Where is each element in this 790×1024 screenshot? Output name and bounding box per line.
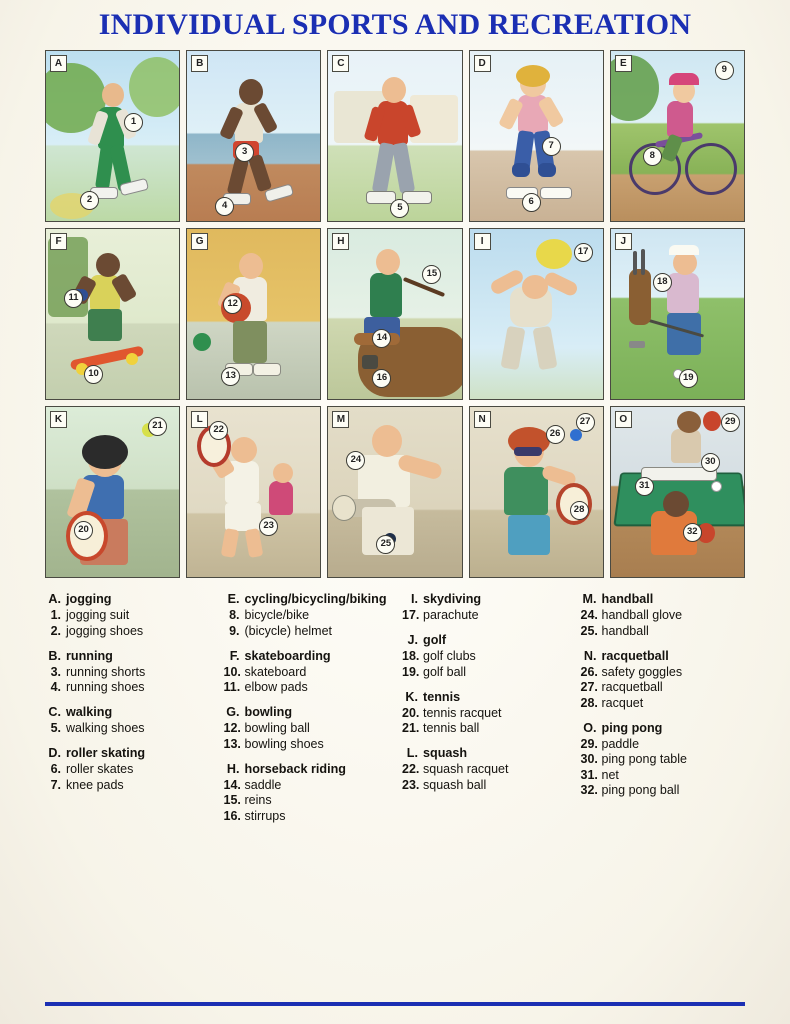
panel-g-bowling[interactable]: [186, 228, 321, 400]
key-item: [45, 665, 210, 679]
item-label: roller skates: [66, 762, 134, 776]
callout-7: 7: [542, 137, 561, 156]
panel-l-squash[interactable]: [186, 406, 321, 578]
skater-hair: [516, 65, 550, 87]
panel-letter: C: [332, 55, 349, 72]
golf-clubs: [633, 251, 637, 275]
callout-13: 13: [221, 367, 240, 386]
item-number: 11.: [223, 680, 241, 694]
item-label: squash racquet: [423, 762, 509, 776]
callout-25: 25: [376, 535, 395, 554]
item-number: 12.: [223, 721, 241, 735]
item-label: squash ball: [423, 777, 487, 792]
panel-letter: A: [50, 55, 67, 72]
golf-cap: [669, 245, 699, 255]
item-number: 27.: [580, 680, 598, 694]
key-group-heading: [224, 705, 389, 719]
key-item: [45, 608, 210, 622]
key-item: [581, 737, 746, 751]
item-number: 9.: [229, 623, 240, 638]
group-letter: F.: [229, 648, 240, 663]
safety-goggles: [514, 447, 542, 456]
panel-a-jogging[interactable]: [45, 50, 180, 222]
key-group-e: [224, 592, 389, 638]
item-number: 14.: [223, 777, 241, 792]
item-number: 6.: [50, 762, 61, 776]
group-letter: I.: [411, 592, 418, 606]
callout-28: 28: [570, 501, 589, 520]
panel-n-racquetball[interactable]: [469, 406, 604, 578]
callout-1: 1: [124, 113, 143, 132]
player-back-head: [677, 411, 701, 433]
group-title: horseback riding: [244, 761, 346, 776]
stirrup: [362, 355, 378, 369]
key-group-k: [402, 690, 567, 736]
item-label: golf clubs: [423, 649, 476, 663]
key-item: [224, 680, 389, 694]
panel-b-running[interactable]: [186, 50, 321, 222]
group-title: jogging: [66, 592, 112, 606]
golf-bag: [629, 269, 651, 325]
key-item: [402, 762, 567, 776]
item-label: running shorts: [66, 664, 146, 679]
group-title: tennis: [423, 689, 461, 704]
panel-letter: H: [332, 233, 349, 250]
callout-12: 12: [223, 295, 242, 314]
callout-21: 21: [148, 417, 167, 436]
key-group-h: [224, 762, 389, 823]
panel-m-handball[interactable]: [327, 406, 462, 578]
illustration-grid: [45, 50, 745, 578]
key-column-1: [45, 592, 210, 834]
callout-22: 22: [209, 421, 228, 440]
key-group-f: [224, 649, 389, 695]
key-group-heading: [581, 649, 746, 663]
key-item: [224, 809, 389, 823]
key-group-heading: [224, 649, 389, 663]
key-group-heading: [45, 649, 210, 663]
item-number: 18.: [402, 649, 420, 663]
key-item: [224, 793, 389, 807]
item-label: handball: [601, 623, 649, 638]
group-title: handball: [601, 592, 654, 606]
key-group-i: [402, 592, 567, 622]
item-number: 28.: [580, 695, 598, 710]
item-number: 5.: [50, 721, 61, 735]
page-title: INDIVIDUAL SPORTS AND RECREATION: [98, 8, 692, 41]
item-number: 31.: [580, 767, 598, 782]
item-number: 17.: [402, 608, 420, 622]
item-label: elbow pads: [244, 680, 308, 694]
item-label: saddle: [244, 777, 282, 792]
item-number: 25.: [580, 623, 598, 638]
item-number: 7.: [50, 777, 61, 792]
key-group-c: [45, 705, 210, 735]
group-letter: G.: [226, 705, 240, 719]
group-title: bowling: [244, 705, 293, 719]
panel-o-ping-pong[interactable]: [610, 406, 745, 578]
group-letter: D.: [48, 746, 61, 760]
item-label: safety goggles: [601, 664, 683, 679]
key-item: [45, 778, 210, 792]
group-title: running: [66, 648, 113, 663]
panel-j-golf[interactable]: [610, 228, 745, 400]
panel-letter: F: [50, 233, 67, 250]
panel-letter: J: [615, 233, 632, 250]
panel-letter: M: [332, 411, 349, 428]
key-group-j: [402, 633, 567, 679]
panel-f-skateboarding[interactable]: [45, 228, 180, 400]
item-number: 22.: [402, 762, 420, 776]
cyclist-torso: [667, 101, 693, 137]
vocabulary-key: [45, 592, 745, 834]
item-label: bicycle/bike: [244, 608, 310, 622]
callout-29: 29: [721, 413, 740, 432]
key-item: [45, 762, 210, 776]
jogger-head: [102, 83, 124, 107]
panel-letter: O: [615, 411, 632, 428]
item-label: bowling ball: [244, 721, 310, 735]
callout-17: 17: [574, 243, 593, 262]
key-item: [224, 721, 389, 735]
skateboarder-head: [96, 253, 120, 277]
item-label: jogging shoes: [66, 623, 144, 638]
group-title: racquetball: [601, 648, 669, 663]
key-group-a: [45, 592, 210, 638]
skateboard-wheel-2: [126, 353, 138, 365]
key-group-heading: [45, 705, 210, 719]
item-number: 26.: [580, 664, 598, 679]
item-number: 21.: [402, 721, 420, 735]
callout-18: 18: [653, 273, 672, 292]
callout-26: 26: [546, 425, 565, 444]
item-label: paddle: [601, 736, 640, 751]
racquetball: [570, 429, 582, 441]
roller-skate-2: [540, 187, 572, 199]
panel-e-cycling[interactable]: [610, 50, 745, 222]
panel-letter: N: [474, 411, 491, 428]
rider-torso: [370, 273, 402, 317]
item-number: 23.: [402, 777, 420, 792]
callout-10: 10: [84, 365, 103, 384]
group-letter: C.: [48, 705, 61, 719]
key-item: [581, 624, 746, 638]
key-item: [581, 608, 746, 622]
key-item: [581, 665, 746, 679]
callout-19: 19: [679, 369, 698, 388]
player-back-torso: [671, 429, 701, 463]
item-number: 3.: [50, 664, 61, 679]
footer-rule: [45, 1002, 745, 1006]
key-group-heading: [402, 690, 567, 704]
callout-6: 6: [522, 193, 541, 212]
key-group-heading: [402, 633, 567, 647]
item-label: parachute: [423, 608, 479, 622]
panel-letter: E: [615, 55, 632, 72]
key-item: [402, 706, 567, 720]
key-column-3: [402, 592, 567, 834]
group-title: walking: [66, 705, 113, 719]
key-item: [402, 608, 567, 622]
group-letter: N.: [583, 648, 597, 663]
group-title: squash: [423, 746, 468, 760]
item-label: running shoes: [66, 680, 145, 694]
bowler-legs: [233, 321, 267, 363]
key-item: [581, 696, 746, 710]
panel-letter: I: [474, 233, 491, 250]
bicycle-helmet: [669, 73, 699, 85]
group-letter: E.: [227, 592, 240, 606]
item-label: handball glove: [601, 608, 683, 622]
key-group-n: [581, 649, 746, 710]
group-letter: K.: [405, 689, 418, 704]
key-group-heading: [45, 592, 210, 606]
key-column-4: [581, 592, 746, 834]
key-column-2: [224, 592, 389, 834]
group-title: ping pong: [601, 720, 663, 735]
key-group-g: [224, 705, 389, 751]
item-number: 19.: [402, 664, 420, 679]
key-group-heading: [224, 762, 389, 776]
group-letter: L.: [406, 746, 418, 760]
key-group-b: [45, 649, 210, 695]
racquetball-player-shorts: [508, 515, 550, 555]
key-item: [402, 665, 567, 679]
parachute: [536, 239, 572, 269]
callout-11: 11: [64, 289, 83, 308]
golf-club-head: [629, 341, 645, 348]
group-title: cycling/bicycling/biking: [244, 592, 387, 606]
key-item: [581, 680, 746, 694]
item-label: stirrups: [244, 808, 286, 823]
item-label: walking shoes: [66, 721, 145, 735]
item-label: jogging suit: [66, 608, 130, 622]
tennis-player-hair: [82, 435, 128, 469]
item-label: racquetball: [601, 680, 663, 694]
knee-pad: [512, 163, 530, 177]
key-item: [45, 721, 210, 735]
item-number: 32.: [580, 783, 598, 797]
racquetball-player-torso: [504, 467, 548, 515]
group-letter: A.: [48, 592, 61, 606]
panel-i-skydiving[interactable]: [469, 228, 604, 400]
group-title: golf: [423, 633, 447, 647]
key-item: [402, 778, 567, 792]
ping-pong-ball: [711, 481, 722, 492]
key-item: [402, 721, 567, 735]
callout-14: 14: [372, 329, 391, 348]
key-item: [224, 608, 389, 622]
squash-player-shorts: [225, 503, 261, 531]
callout-24: 24: [346, 451, 365, 470]
callout-16: 16: [372, 369, 391, 388]
item-number: 29.: [580, 736, 598, 751]
group-letter: H.: [226, 761, 240, 776]
key-group-heading: [402, 592, 567, 606]
key-item: [45, 624, 210, 638]
key-item: [224, 624, 389, 638]
panel-c-walking[interactable]: [327, 50, 462, 222]
callout-8: 8: [643, 147, 662, 166]
group-letter: M.: [582, 592, 597, 606]
key-group-heading: [45, 746, 210, 760]
callout-30: 30: [701, 453, 720, 472]
key-item: [224, 778, 389, 792]
group-title: skydiving: [423, 592, 482, 606]
key-item: [402, 649, 567, 663]
item-label: reins: [244, 793, 272, 807]
callout-20: 20: [74, 521, 93, 540]
callout-27: 27: [576, 413, 595, 432]
panel-d-roller-skating[interactable]: [469, 50, 604, 222]
item-number: 24.: [580, 608, 598, 622]
item-number: 30.: [580, 752, 598, 766]
callout-31: 31: [635, 477, 654, 496]
panel-letter: B: [191, 55, 208, 72]
item-number: 16.: [223, 808, 241, 823]
key-group-heading: [224, 592, 389, 606]
item-label: knee pads: [66, 777, 124, 792]
item-label: golf ball: [423, 664, 467, 679]
callout-3: 3: [235, 143, 254, 162]
panel-k-tennis[interactable]: [45, 406, 180, 578]
panel-letter: L: [191, 411, 208, 428]
panel-h-horseback-riding[interactable]: [327, 228, 462, 400]
skateboarder-legs: [88, 309, 122, 341]
item-label: racquet: [601, 695, 644, 710]
panel-letter: D: [474, 55, 491, 72]
key-item: [581, 783, 746, 797]
group-title: roller skating: [66, 746, 146, 760]
group-letter: B.: [48, 648, 61, 663]
key-group-m: [581, 592, 746, 638]
item-label: tennis racquet: [423, 705, 502, 720]
player-front-head: [663, 491, 689, 517]
paddle: [703, 411, 721, 431]
key-group-heading: [402, 746, 567, 760]
item-number: 15.: [223, 793, 241, 807]
key-group-heading: [581, 592, 746, 606]
child-torso: [269, 481, 293, 515]
item-number: 2.: [50, 623, 61, 638]
item-label: bowling shoes: [244, 736, 324, 751]
item-number: 8.: [229, 608, 240, 622]
group-title: skateboarding: [244, 648, 331, 663]
callout-5: 5: [390, 199, 409, 218]
callout-32: 32: [683, 523, 702, 542]
item-number: 10.: [223, 664, 241, 679]
item-number: 1.: [50, 608, 61, 622]
item-label: tennis ball: [423, 721, 480, 735]
panel-letter: G: [191, 233, 208, 250]
key-item: [45, 680, 210, 694]
item-number: 4.: [50, 680, 61, 694]
callout-2: 2: [80, 191, 99, 210]
bowling-shoe-2: [253, 363, 281, 376]
key-item: [581, 752, 746, 766]
bicycle-wheel-front: [685, 143, 737, 195]
callout-4: 4: [215, 197, 234, 216]
knee-pad-2: [538, 163, 556, 177]
key-group-l: [402, 746, 567, 792]
callout-9: 9: [715, 61, 734, 80]
item-number: 13.: [223, 736, 241, 751]
squash-player-head: [231, 437, 257, 463]
key-item: [224, 737, 389, 751]
callout-15: 15: [422, 265, 441, 284]
item-number: 20.: [402, 705, 420, 720]
item-label: skateboard: [244, 664, 307, 679]
key-group-o: [581, 721, 746, 798]
item-label: net: [601, 767, 619, 782]
group-letter: J.: [407, 633, 418, 647]
tree-foliage-2: [129, 57, 180, 117]
key-group-d: [45, 746, 210, 792]
item-label: ping pong table: [601, 752, 687, 766]
key-item: [224, 665, 389, 679]
key-group-heading: [581, 721, 746, 735]
golf-clubs-2: [641, 249, 645, 275]
item-label: ping pong ball: [601, 783, 680, 797]
callout-23: 23: [259, 517, 278, 536]
item-label: (bicycle) helmet: [244, 623, 333, 638]
group-letter: O.: [583, 720, 597, 735]
panel-letter: K: [50, 411, 67, 428]
key-item: [581, 768, 746, 782]
